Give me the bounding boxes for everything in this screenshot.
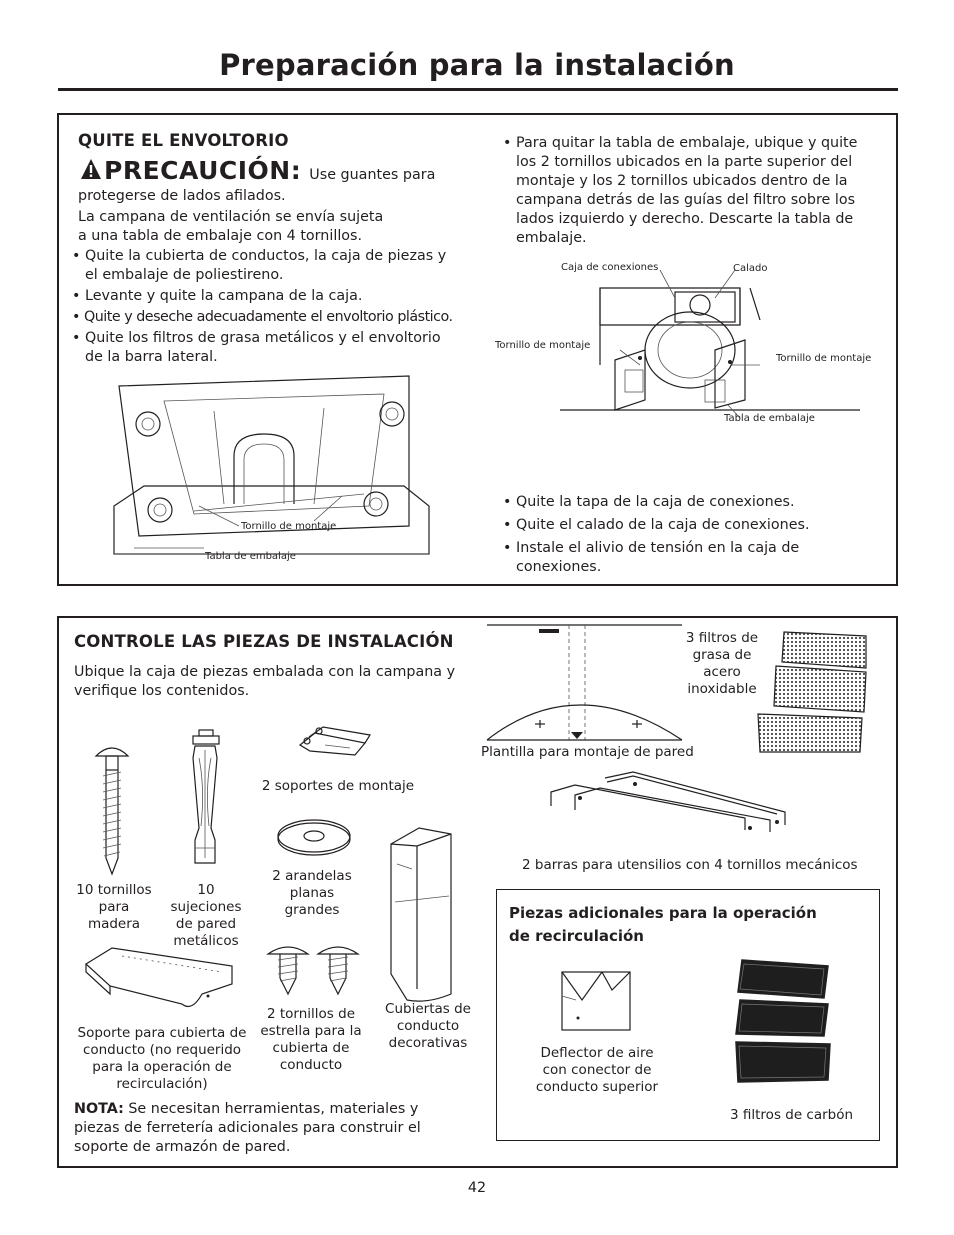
caution-text-2: protegerse de lados afilados. <box>78 188 286 204</box>
left-packing-board-label: Tabla de embalaje <box>205 551 296 562</box>
hood-packing-diagram <box>114 376 444 566</box>
bullet-strain-relief: • Instale el alivio de tensión en la caja de conexiones. <box>503 540 800 575</box>
flat-washer-drawing <box>274 818 354 858</box>
page-number: 42 <box>467 1180 487 1196</box>
caution-text-1: Use guantes para <box>309 167 436 183</box>
duct-covers-label: Cubiertas de conducto decorativas <box>385 1001 471 1051</box>
intro-line-1: La campana de ventilación se envía sujeta <box>78 209 384 225</box>
wall-template-drawing <box>487 622 687 742</box>
duct-cover-bracket-label: Soporte para cubierta de conducto (no requerido para la operación de recirculación) <box>77 1025 247 1092</box>
charcoal-filters-drawing <box>732 956 832 1106</box>
right-mounting-screw-right-label: Tornillo de montaje <box>776 353 872 364</box>
page-title: Preparación para la instalación <box>219 48 735 82</box>
wall-anchors-label: 10 sujeciones de pared metálicos <box>170 882 242 949</box>
grease-filters-drawing <box>754 628 869 768</box>
bullet-remove-duct-cover: • Quite la cubierta de conductos, la caja de piezas y el embalaje de poliestireno. <box>72 248 447 283</box>
wood-screw-drawing <box>92 738 132 878</box>
star-screws-label: 2 tornillos de estrella para la cubierta de conducto <box>260 1006 362 1073</box>
junction-box-label: Caja de conexiones <box>561 262 659 273</box>
utensil-bars-drawing <box>545 770 805 840</box>
note-label: NOTA: <box>74 1101 124 1117</box>
bullet-remove-cover: • Quite la tapa de la caja de conexiones. <box>503 494 795 510</box>
mounting-brackets-label: 2 soportes de montaje <box>261 778 415 794</box>
intro-line-2: a una tabla de embalaje con 4 tornillos. <box>78 228 363 244</box>
air-deflector-drawing <box>556 966 636 1036</box>
flat-washers-label: 2 arandelas planas grandes <box>272 868 352 918</box>
star-screws-drawing <box>266 940 366 1000</box>
note <box>74 1100 434 1157</box>
junction-box-bullets <box>503 493 833 577</box>
duct-cover-bracket-drawing <box>82 942 242 1012</box>
caution-block <box>78 156 478 185</box>
wall-anchor-drawing <box>185 728 225 868</box>
right-mounting-screw-left-label: Tornillo de montaje <box>495 340 591 351</box>
bullet-remove-filters: • Quite los filtros de grasa metálicos y el envoltorio de la barra lateral. <box>72 330 441 365</box>
junction-box-diagram <box>560 270 880 430</box>
check-parts-intro: Ubique la caja de piezas embalada con la campana y verifique los contenidos. <box>74 664 456 699</box>
title-rule <box>58 88 898 91</box>
remove-packaging-heading: QUITE EL ENVOLTORIO <box>78 131 289 150</box>
right-packing-board-label: Tabla de embalaje <box>724 413 815 424</box>
caution-word: PRECAUCIÓN: <box>104 156 302 185</box>
duct-covers-drawing <box>387 824 457 1004</box>
bullet-discard-plastic: • Quite y deseche adecuadamente el envoltorio plástico. <box>72 309 453 325</box>
check-parts-heading: CONTROLE LAS PIEZAS DE INSTALACIÓN <box>74 632 454 651</box>
remove-board-bullet: • Para quitar la tabla de embalaje, ubique y quite los 2 tornillos ubicados en la parte superior del montaje y los 2 tornillos ubicados dentro de la campana detrás de las guías del filtro sobre los lados izquierdo y derecho. Descarte la tabla de embalaje. <box>503 135 858 246</box>
bullet-lift-hood: • Levante y quite la campana de la caja. <box>72 288 363 304</box>
note-text: Se necesitan herramientas, materiales y piezas de ferretería adicionales para construir el soporte de armazón de pared. <box>74 1101 421 1155</box>
knockout-label: Calado <box>733 263 768 274</box>
wall-template-label: Plantilla para montaje de pared <box>481 744 694 760</box>
mounting-brackets-drawing <box>295 723 375 763</box>
bullet-remove-knockout: • Quite el calado de la caja de conexiones. <box>503 517 810 533</box>
left-mounting-screw-label: Tornillo de montaje <box>241 521 337 532</box>
utensil-bars-label: 2 barras para utensilios con 4 tornillos mecánicos <box>522 857 858 873</box>
warning-icon <box>80 158 102 180</box>
air-deflector-label: Deflector de aire con conector de conducto superior <box>535 1045 659 1095</box>
packaging-bullets <box>72 247 457 367</box>
charcoal-filters-label: 3 filtros de carbón <box>730 1107 854 1123</box>
grease-filters-label: 3 filtros de grasa de acero inoxidable <box>685 630 759 697</box>
wood-screws-label: 10 tornillos para madera <box>76 882 152 932</box>
recirculation-heading: Piezas adicionales para la operación de recirculación <box>509 904 817 945</box>
